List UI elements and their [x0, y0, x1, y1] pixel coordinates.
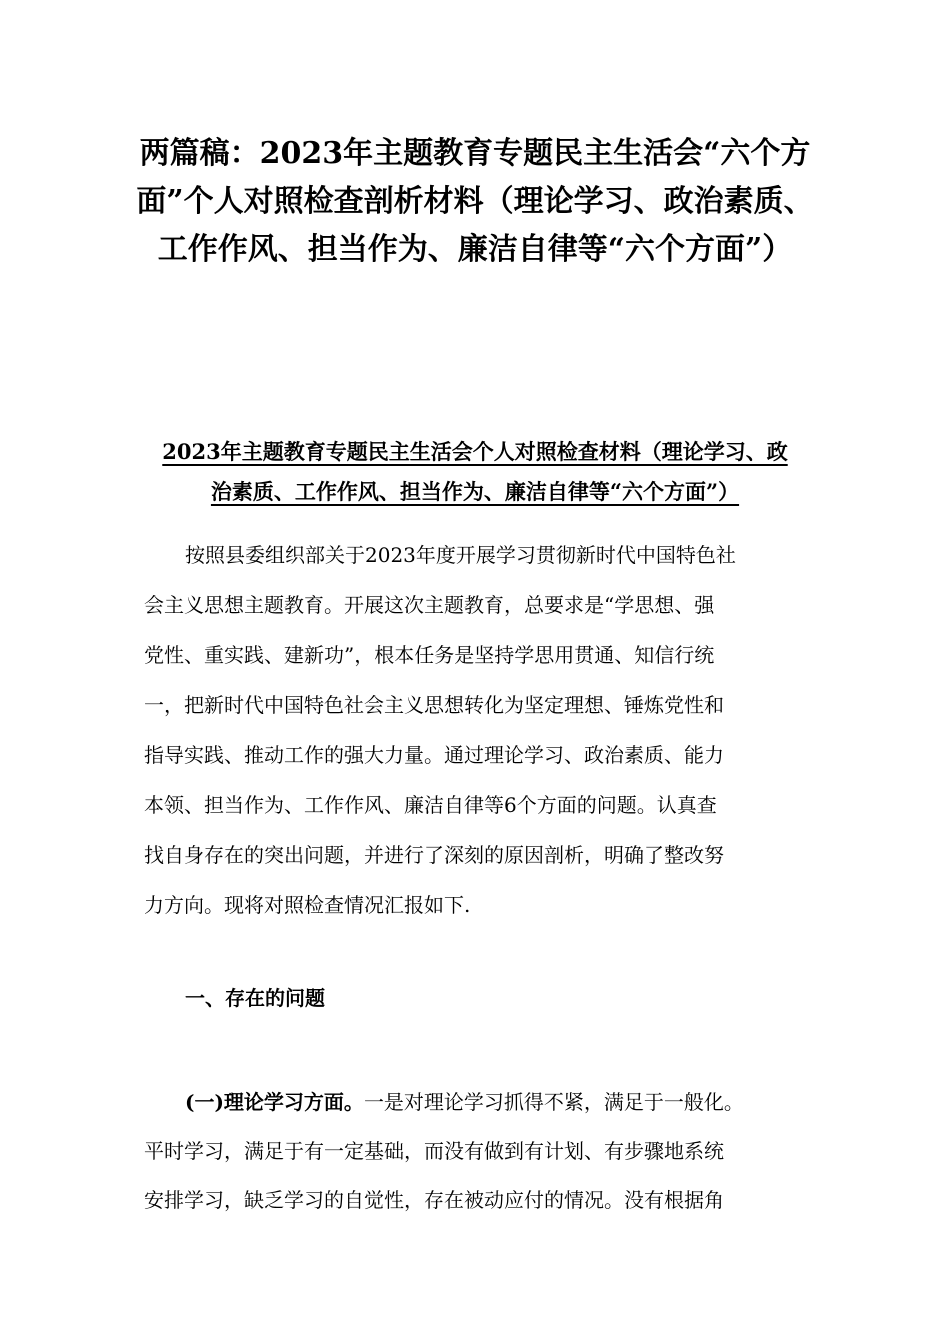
- intro-line: 会主义思想主题教育。开展这次主题教育，总要求是“学思想、强: [144, 593, 715, 617]
- intro-line: 党性、重实践、建新功”，根本任务是坚持学思用贯通、知信行统: [144, 643, 715, 667]
- point-line: [144, 1078, 844, 1127]
- subtitle-line-text: 2023年主题教育专题民主生活会个人对照检查材料（理论学习、政: [162, 439, 788, 464]
- point-line: 平时学习，满足于有一定基础，而没有做到有计划、有步骤地系统: [144, 1139, 724, 1163]
- title-line: 两篇稿：2023年主题教育专题民主生活会“六个方: [139, 136, 811, 171]
- title-line: 工作作风、担当作为、廉洁自律等“六个方面”）: [157, 232, 793, 267]
- point-text: 一是对理论学习抓得不紧，满足于一般化。: [363, 1090, 744, 1114]
- intro-line: 按照县委组织部关于2023年度开展学习贯彻新时代中国特色社: [185, 543, 736, 567]
- section-heading: 一、存在的问题: [185, 986, 325, 1010]
- intro-line: 力方向。现将对照检查情况汇报如下.: [144, 893, 471, 917]
- point-line: 安排学习，缺乏学习的自觉性，存在被动应付的情况。没有根据角: [144, 1188, 724, 1212]
- section-subtitle: [120, 432, 830, 512]
- subtitle-line-text: 治素质、工作作风、担当作为、廉洁自律等“六个方面”）: [210, 479, 740, 504]
- subtitle-line: [120, 472, 830, 512]
- subtitle-line: [120, 432, 830, 472]
- intro-paragraph: [144, 530, 844, 930]
- intro-line: 本领、担当作为、工作作风、廉洁自律等6个方面的问题。认真查: [144, 793, 717, 817]
- intro-line: 指导实践、推动工作的强大力量。通过理论学习、政治素质、能力: [144, 743, 724, 767]
- intro-line: 一，把新时代中国特色社会主义思想转化为坚定理想、锤炼党性和: [144, 693, 724, 717]
- point-paragraph: [144, 1078, 844, 1225]
- title-line: 面”个人对照检查剖析材料（理论学习、政治素质、: [136, 184, 814, 219]
- intro-line: 找自身存在的突出问题，并进行了深刻的原因剖析，明确了整改努: [144, 843, 724, 867]
- document-title: [120, 130, 830, 274]
- point-lead: (一)理论学习方面。: [185, 1090, 364, 1114]
